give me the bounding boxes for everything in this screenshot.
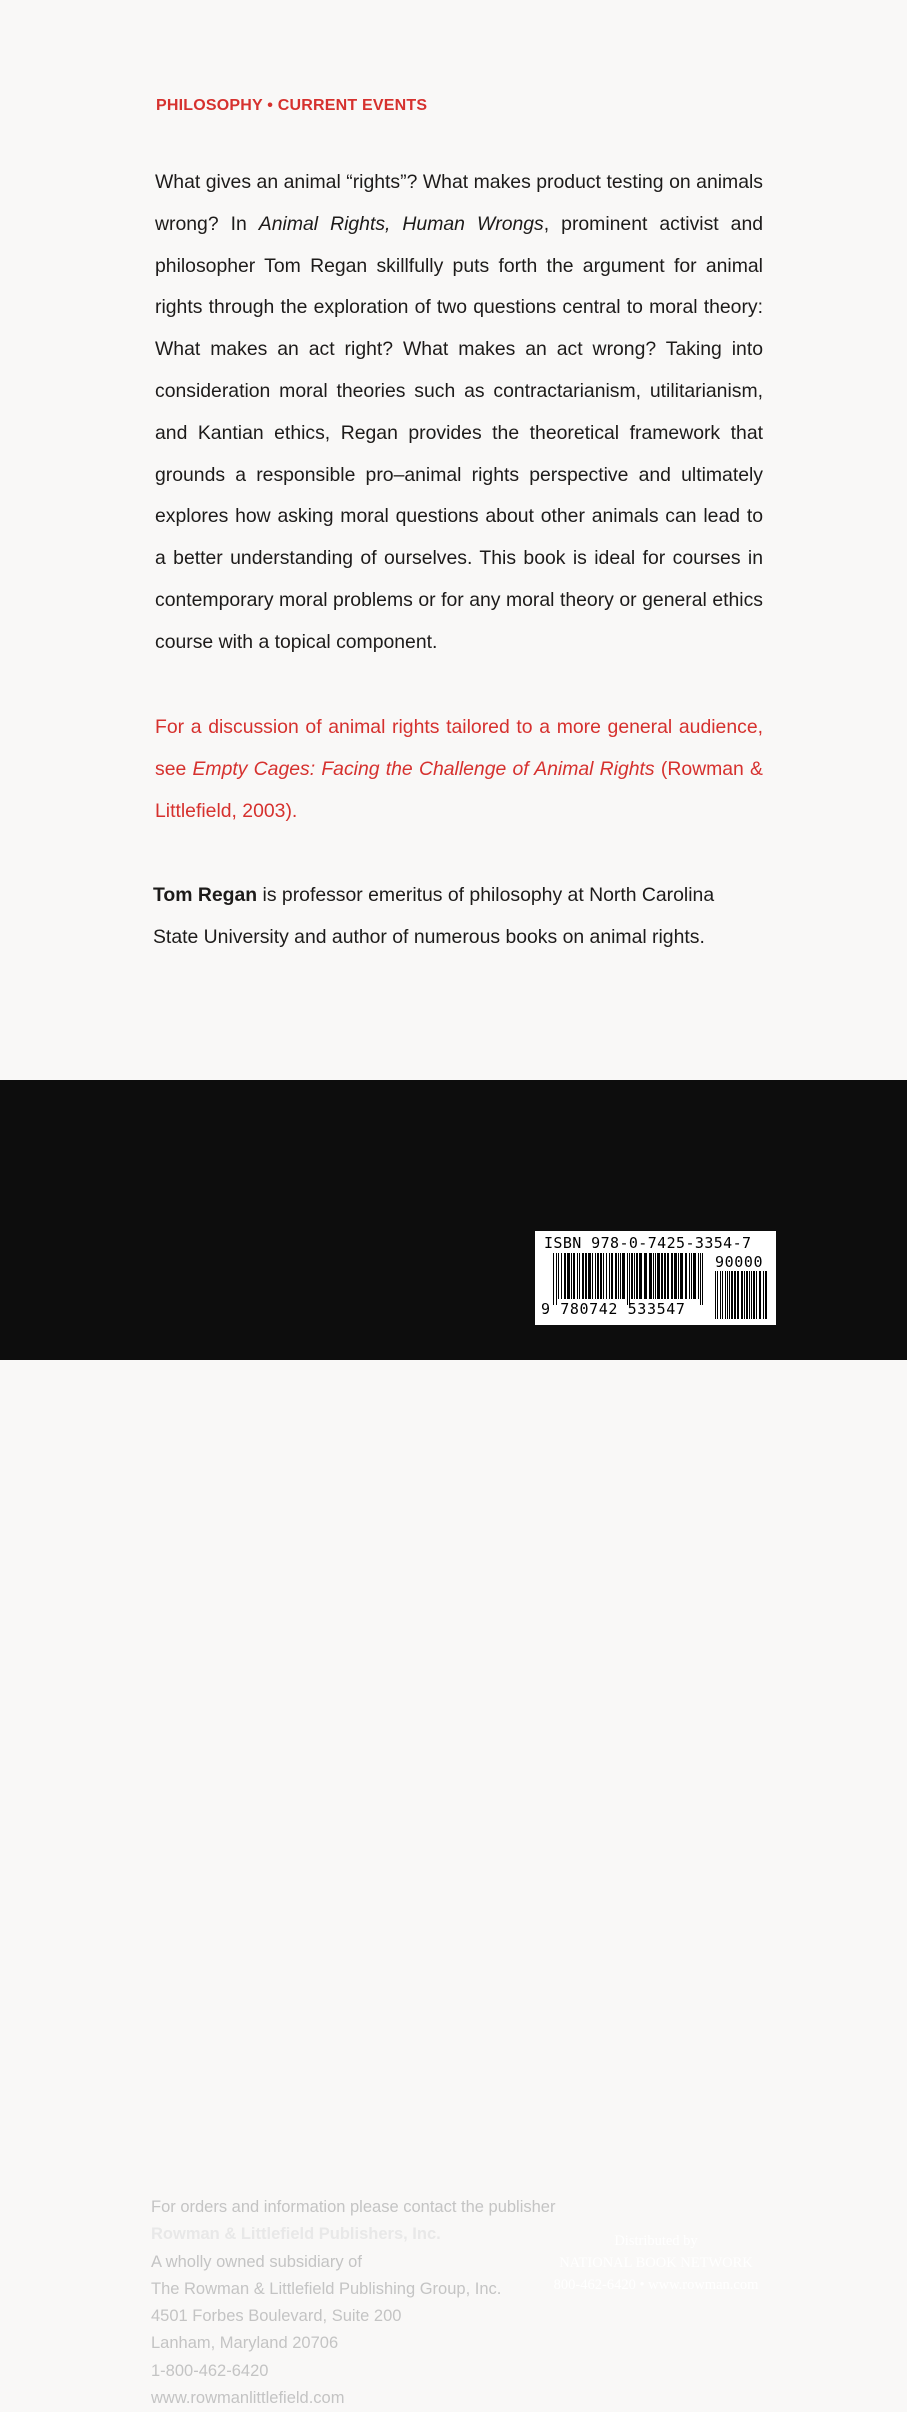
barcode-bar [622,1253,625,1299]
related-book-title: Empty Cages: Facing the Challenge of Animal Rights [192,757,655,780]
barcode-bar [689,1253,690,1299]
distributor-info [536,2230,776,2296]
barcode-bar [725,1271,726,1319]
barcode-bar [734,1271,736,1319]
address-city: Lanham, Maryland 20706 [151,2334,339,2353]
barcode-bar [636,1253,638,1299]
barcode-bar [553,1253,554,1305]
isbn-number: ISBN 978-0-7425-3354-7 [544,1234,752,1252]
barcode-bar [693,1253,696,1299]
book-title: Animal Rights, Human Wrongs [258,212,544,235]
barcode-bar [606,1253,607,1299]
barcode-bar [592,1253,593,1299]
author-name: Tom Regan [153,884,258,906]
barcode-bar [639,1253,642,1299]
barcode-bar [634,1253,635,1299]
barcode-bar [741,1271,743,1319]
barcode-bar [717,1271,718,1319]
barcode-bar [595,1253,596,1299]
barcode-bar [765,1271,767,1319]
barcode-bar [567,1253,570,1299]
author-bio-text: is professor emeritus of philosophy at North Carolina State University and author of numerous books on animal rights. [153,884,715,948]
barcode-bar [720,1271,721,1319]
barcode-bar [615,1253,617,1299]
barcode-bar [649,1253,652,1299]
barcode-bar [661,1253,663,1299]
barcode-digits: 9 780742 533547 [541,1300,686,1318]
barcode-bar [657,1253,660,1299]
publisher-name: Rowman & Littlefield Publishers, Inc. [151,2225,441,2244]
barcode-bar [629,1253,630,1305]
barcode-bar [746,1271,748,1319]
barcode-bar [753,1271,755,1319]
subsidiary-line: A wholly owned subsidiary of [151,2252,362,2271]
barcode-bar [749,1271,750,1319]
barcode-bar [597,1253,599,1299]
description-part-1: What gives an animal “rights”? What makes product testing on animals wrong? In [155,171,763,235]
barcode-bar [618,1253,619,1299]
related-book-note [155,707,763,832]
note-part-2: (Rowman & Littlefield, 2003). [155,757,763,822]
description-part-2: , prominent activist and philosopher Tom Regan skillfully puts forth the argument for animal rights through the exploration of two questions central to moral theory: What makes an act right? What makes an act wrong? Taking into consideration moral theories such as contractarianism, utilitarianism, and Kantian ethics, Regan provides the theoretical framework that grounds a responsible pro–animal rights perspective and ultimately explores how asking moral questions about other animals can lead to a better understanding of ourselves. This book is ideal for courses in contemporary moral problems or for any moral theory or general ethics course with a topical component. [155,212,764,653]
barcode-bar [751,1271,752,1319]
barcode-bar [671,1253,673,1299]
barcode-bar [685,1253,687,1299]
parent-company: The Rowman & Littlefield Publishing Group, Inc. [151,2279,502,2298]
barcode-bar [674,1253,677,1299]
barcode-bar [556,1253,557,1305]
barcode-bar [620,1253,621,1299]
barcode-bar [729,1271,730,1319]
barcode-bar [744,1271,745,1319]
barcode-bar [702,1253,703,1305]
barcode-bar [664,1253,666,1299]
barcode-bar [653,1253,654,1299]
address-street: 4501 Forbes Boulevard, Suite 200 [151,2307,402,2326]
barcode-bar [627,1253,628,1305]
barcode-bar [579,1253,580,1299]
barcode-bar [558,1253,559,1299]
barcode-bar [678,1253,679,1299]
barcode-bar [582,1253,584,1299]
barcode-supplement: 90000 [715,1253,764,1271]
barcode-bar [564,1253,566,1299]
isbn-barcode [535,1231,776,1325]
barcode-bar [573,1253,575,1299]
barcode-bar [609,1253,610,1299]
barcode-bar [700,1253,701,1305]
distributor-intro: Distributed by [614,2233,698,2249]
barcode-bar [667,1253,669,1299]
barcode-bar [698,1253,699,1299]
publisher-phone: 1-800-462-6420 [151,2361,269,2380]
barcode-bar [577,1253,578,1299]
barcode-bar [603,1253,604,1299]
barcode-bar [715,1271,716,1319]
author-bio [153,874,763,958]
barcode-bar [644,1253,647,1299]
distributor-contact: 800-462-6420 • www.rowman.com [553,2277,759,2293]
barcode-bar [722,1271,723,1319]
book-description [155,162,763,664]
distributor-name: NATIONAL BOOK NETWORK [559,2255,753,2271]
barcode-bar [571,1253,572,1299]
note-part-1: For a discussion of animal rights tailored to a more general audience, see [155,716,763,780]
barcode-bar [655,1253,656,1299]
publisher-contact [151,2194,555,2412]
barcode-bar [759,1271,761,1319]
category-label: PHILOSOPHY • CURRENT EVENTS [156,97,428,114]
barcode-bar [631,1253,633,1299]
barcode-bar [737,1271,739,1319]
publisher-website: www.rowmanlittlefield.com [151,2389,345,2408]
barcode-bar [763,1271,764,1319]
barcode-bar [585,1253,587,1299]
barcode-bar [691,1253,692,1299]
barcode-bar [588,1253,591,1299]
contact-intro: For orders and information please contact the publisher [151,2198,556,2216]
barcode-bar [600,1253,602,1299]
barcode-bar [731,1271,733,1319]
barcode-bar [561,1253,562,1299]
barcode-bar [680,1253,683,1299]
barcode-bar [611,1253,613,1299]
barcode-bar [756,1271,757,1319]
barcode-bar [727,1271,728,1319]
